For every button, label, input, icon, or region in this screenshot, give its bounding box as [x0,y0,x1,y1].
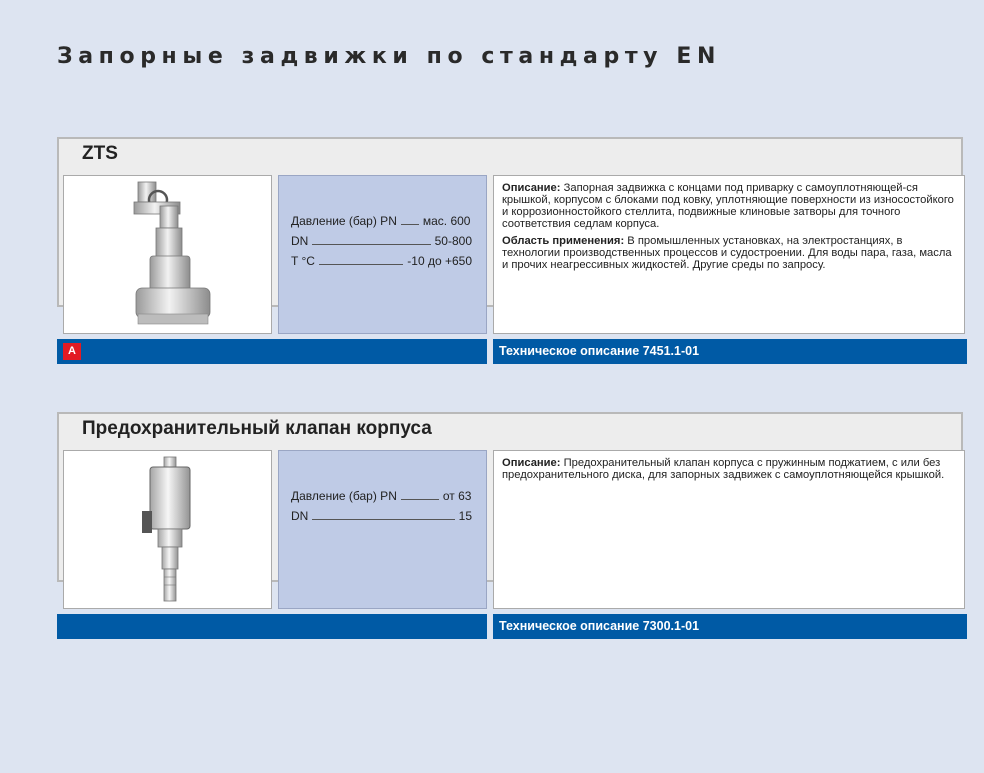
application-paragraph [502,235,956,271]
application-text: В промышленных установках, на электростанциях, в технологии производственных процессов и судостроении. Для воды пара, газа, масла и прочих неагрессивных жидкостей. Другие среды по запросу. [502,235,952,271]
application-label: Область применения: [502,235,625,247]
safety-valve-illustration [64,451,271,608]
spec-value: мас. 600 [422,214,471,228]
spec-row-dn [291,234,472,254]
description-text: Запорная задвижка с концами под приварку с самоуплотняющей-ся крышкой, корпусом с блоками под ковку, уплотняющие поверхности из износостойкого и коррозионностойкого стеллита, подвижные клиновые затворы для точного соответствия седлам корпуса. [502,182,954,230]
description-paragraph [502,182,956,230]
spec-row-dn [291,509,472,529]
specs-panel [278,175,487,334]
product-image-zts-valve [63,175,272,334]
spec-label: Давление (бар) PN [291,489,397,503]
spec-label: DN [291,509,309,523]
tech-doc-link[interactable]: Техническое описание 7451.1-01 [493,339,967,364]
description-panel [493,175,965,334]
description-paragraph [502,457,956,481]
description-label: Описание: [502,182,561,194]
specs-panel [278,450,487,609]
product-name: ZTS [82,143,118,164]
category-badge: A [63,343,81,360]
spec-label: DN [291,234,309,248]
description-text: Предохранительный клапан корпуса с пружинным поджатием, с или без предохранительного диска, для запорных задвижек с самоуплотняющейся крышкой. [502,457,945,481]
spec-value: -10 до +650 [407,254,472,268]
spec-value: от 63 [442,489,472,503]
spec-row-temperature [291,254,472,274]
product-name: Предохранительный клапан корпуса [82,418,432,439]
product-image-safety-valve [63,450,272,609]
spec-value: 15 [458,509,472,523]
description-panel [493,450,965,609]
description-label: Описание: [502,457,561,469]
spec-row-pressure [291,214,472,234]
gate-valve-illustration [64,176,271,333]
footer-bar-left [57,339,487,364]
footer-bar-left [57,614,487,639]
spec-value: 50-800 [434,234,472,248]
spec-row-pressure [291,489,472,509]
page-title: Запорные задвижки по стандарту EN [57,44,722,69]
spec-label: Давление (бар) PN [291,214,397,228]
spec-label: T °C [291,254,315,268]
tech-doc-link[interactable]: Техническое описание 7300.1-01 [493,614,967,639]
